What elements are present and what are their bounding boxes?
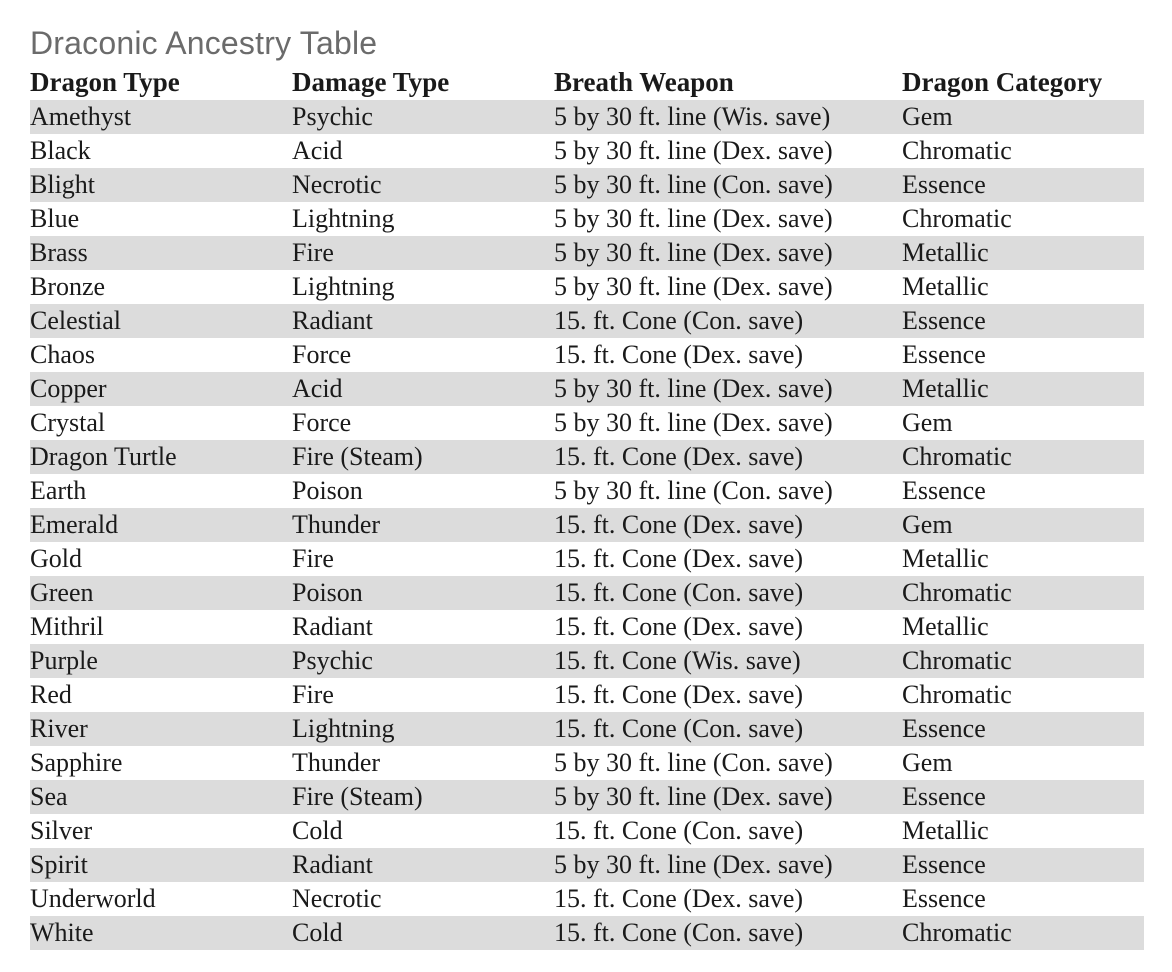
cell-dragon-category: Metallic xyxy=(902,236,1144,270)
cell-damage-type: Lightning xyxy=(292,272,395,301)
cell-dragon-type: Silver xyxy=(30,816,93,845)
header-damage-type: Damage Type xyxy=(292,67,450,97)
table-row xyxy=(30,168,1144,202)
cell-dragon-type: Green xyxy=(30,576,292,610)
cell-damage-type: Necrotic xyxy=(292,884,382,913)
table-row xyxy=(30,304,1144,338)
table-row xyxy=(30,916,1144,950)
cell-dragon-type: Sapphire xyxy=(30,748,123,777)
cell-damage-type: Fire (Steam) xyxy=(292,440,554,474)
cell-dragon-type: Red xyxy=(30,680,72,709)
cell-breath-weapon: 15. ft. Cone (Dex. save) xyxy=(554,508,902,542)
cell-breath-weapon: 5 by 30 ft. line (Dex. save) xyxy=(554,780,902,814)
cell-dragon-type: Sea xyxy=(30,780,292,814)
table-row xyxy=(30,372,1144,406)
table-row xyxy=(30,814,1144,848)
table-row xyxy=(30,134,1144,168)
cell-breath-weapon: 5 by 30 ft. line (Dex. save) xyxy=(554,408,833,437)
table-row xyxy=(30,100,1144,134)
cell-damage-type: Cold xyxy=(292,916,554,950)
cell-breath-weapon: 15. ft. Cone (Dex. save) xyxy=(554,544,804,573)
table-row xyxy=(30,202,1144,236)
cell-dragon-category: Essence xyxy=(902,712,1144,746)
cell-dragon-type: White xyxy=(30,916,292,950)
cell-dragon-type: Bronze xyxy=(30,272,106,301)
cell-dragon-category: Metallic xyxy=(902,372,1144,406)
cell-breath-weapon: 15. ft. Cone (Dex. save) xyxy=(554,884,804,913)
cell-damage-type: Acid xyxy=(292,372,554,406)
cell-damage-type: Psychic xyxy=(292,100,554,134)
table-row xyxy=(30,474,1144,508)
cell-damage-type: Fire xyxy=(292,236,554,270)
cell-breath-weapon: 15. ft. Cone (Con. save) xyxy=(554,916,902,950)
cell-damage-type: Poison xyxy=(292,576,554,610)
cell-damage-type: Fire xyxy=(292,544,334,573)
cell-breath-weapon: 15. ft. Cone (Con. save) xyxy=(554,576,902,610)
table-row xyxy=(30,848,1144,882)
cell-breath-weapon: 5 by 30 ft. line (Dex. save) xyxy=(554,136,833,165)
cell-breath-weapon: 15. ft. Cone (Dex. save) xyxy=(554,612,804,641)
cell-breath-weapon: 15. ft. Cone (Dex. save) xyxy=(554,340,804,369)
cell-breath-weapon: 15. ft. Cone (Con. save) xyxy=(554,816,804,845)
table-row xyxy=(30,882,1144,916)
cell-dragon-category: Chromatic xyxy=(902,204,1012,233)
cell-dragon-type: Spirit xyxy=(30,848,292,882)
cell-dragon-category: Metallic xyxy=(902,612,989,641)
cell-breath-weapon: 5 by 30 ft. line (Con. save) xyxy=(554,476,833,505)
cell-dragon-category: Gem xyxy=(902,508,1144,542)
cell-dragon-category: Chromatic xyxy=(902,916,1144,950)
cell-dragon-type: Celestial xyxy=(30,304,292,338)
cell-dragon-category: Chromatic xyxy=(902,136,1012,165)
cell-dragon-category: Metallic xyxy=(902,272,989,301)
table-row xyxy=(30,542,1144,576)
table-row xyxy=(30,338,1144,372)
cell-dragon-category: Metallic xyxy=(902,816,989,845)
cell-dragon-type: Brass xyxy=(30,236,292,270)
cell-breath-weapon: 15. ft. Cone (Con. save) xyxy=(554,304,902,338)
cell-dragon-category: Chromatic xyxy=(902,440,1144,474)
cell-breath-weapon: 5 by 30 ft. line (Dex. save) xyxy=(554,204,833,233)
cell-dragon-category: Essence xyxy=(902,848,1144,882)
table-row xyxy=(30,644,1144,678)
cell-damage-type: Fire xyxy=(292,680,334,709)
cell-dragon-category: Gem xyxy=(902,408,953,437)
cell-dragon-type: Emerald xyxy=(30,508,292,542)
cell-dragon-type: Dragon Turtle xyxy=(30,440,292,474)
cell-damage-type: Poison xyxy=(292,476,363,505)
cell-dragon-category: Essence xyxy=(902,340,986,369)
cell-dragon-category: Chromatic xyxy=(902,576,1144,610)
cell-damage-type: Fire (Steam) xyxy=(292,780,554,814)
cell-dragon-type: River xyxy=(30,712,292,746)
table-row xyxy=(30,746,1144,780)
cell-damage-type: Psychic xyxy=(292,644,554,678)
cell-dragon-type: Blue xyxy=(30,204,80,233)
table-row xyxy=(30,712,1144,746)
cell-breath-weapon: 5 by 30 ft. line (Dex. save) xyxy=(554,236,902,270)
cell-breath-weapon: 5 by 30 ft. line (Wis. save) xyxy=(554,100,902,134)
table-header xyxy=(30,64,1144,100)
table-title: Draconic Ancestry Table xyxy=(30,25,378,61)
cell-dragon-type: Copper xyxy=(30,372,292,406)
cell-dragon-category: Essence xyxy=(902,780,1144,814)
cell-damage-type: Radiant xyxy=(292,848,554,882)
draconic-ancestry-table xyxy=(30,64,1144,950)
cell-dragon-type: Chaos xyxy=(30,340,95,369)
cell-breath-weapon: 15. ft. Cone (Dex. save) xyxy=(554,680,804,709)
cell-damage-type: Radiant xyxy=(292,304,554,338)
cell-dragon-category: Gem xyxy=(902,748,953,777)
cell-dragon-category: Essence xyxy=(902,168,1144,202)
cell-damage-type: Acid xyxy=(292,136,343,165)
cell-breath-weapon: 15. ft. Cone (Dex. save) xyxy=(554,440,902,474)
cell-breath-weapon: 15. ft. Cone (Wis. save) xyxy=(554,644,902,678)
table-row xyxy=(30,406,1144,440)
header-breath-weapon: Breath Weapon xyxy=(554,67,734,97)
cell-damage-type: Cold xyxy=(292,816,343,845)
cell-damage-type: Necrotic xyxy=(292,168,554,202)
table-row xyxy=(30,508,1144,542)
table-row xyxy=(30,236,1144,270)
cell-damage-type: Force xyxy=(292,408,352,437)
cell-damage-type: Radiant xyxy=(292,612,373,641)
cell-damage-type: Thunder xyxy=(292,508,554,542)
cell-breath-weapon: 5 by 30 ft. line (Dex. save) xyxy=(554,272,833,301)
cell-dragon-category: Chromatic xyxy=(902,680,1012,709)
cell-dragon-type: Earth xyxy=(30,476,87,505)
cell-dragon-type: Mithril xyxy=(30,612,104,641)
cell-damage-type: Lightning xyxy=(292,712,554,746)
cell-breath-weapon: 5 by 30 ft. line (Con. save) xyxy=(554,748,833,777)
cell-damage-type: Thunder xyxy=(292,748,381,777)
cell-breath-weapon: 5 by 30 ft. line (Con. save) xyxy=(554,168,902,202)
cell-dragon-category: Metallic xyxy=(902,544,989,573)
cell-breath-weapon: 15. ft. Cone (Con. save) xyxy=(554,712,902,746)
cell-dragon-type: Purple xyxy=(30,644,292,678)
cell-damage-type: Force xyxy=(292,340,352,369)
header-dragon-type: Dragon Type xyxy=(30,67,180,97)
cell-dragon-type: Amethyst xyxy=(30,100,292,134)
cell-dragon-category: Gem xyxy=(902,100,1144,134)
cell-dragon-category: Essence xyxy=(902,304,1144,338)
table-row xyxy=(30,610,1144,644)
cell-dragon-category: Essence xyxy=(902,884,986,913)
cell-dragon-type: Black xyxy=(30,136,91,165)
cell-breath-weapon: 5 by 30 ft. line (Dex. save) xyxy=(554,848,902,882)
table-row xyxy=(30,270,1144,304)
cell-dragon-type: Crystal xyxy=(30,408,106,437)
table-row xyxy=(30,440,1144,474)
cell-dragon-category: Chromatic xyxy=(902,644,1144,678)
cell-dragon-type: Gold xyxy=(30,544,82,573)
cell-dragon-type: Blight xyxy=(30,168,292,202)
cell-damage-type: Lightning xyxy=(292,204,395,233)
table-row xyxy=(30,780,1144,814)
cell-breath-weapon: 5 by 30 ft. line (Dex. save) xyxy=(554,372,902,406)
table-body xyxy=(30,100,1144,950)
document-page xyxy=(30,22,1144,950)
header-dragon-category: Dragon Category xyxy=(902,67,1103,97)
header-row xyxy=(30,64,1144,100)
cell-dragon-type: Underworld xyxy=(30,884,156,913)
cell-dragon-category: Essence xyxy=(902,476,986,505)
table-row xyxy=(30,576,1144,610)
table-row xyxy=(30,678,1144,712)
